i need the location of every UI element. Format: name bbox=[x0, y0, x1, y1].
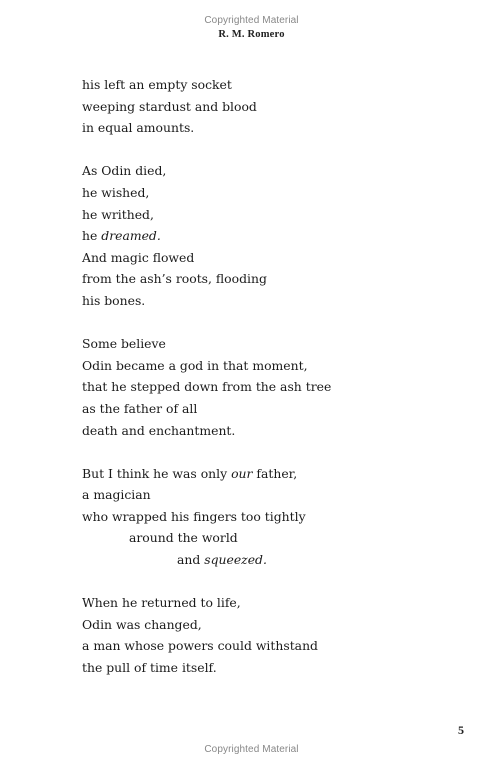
poem-body bbox=[82, 74, 462, 679]
poem-line: who wrapped his fingers too tightly bbox=[82, 508, 306, 524]
watermark-bottom: Copyrighted Material bbox=[204, 744, 299, 755]
poem-line: that he stepped down from the ash tree bbox=[82, 379, 332, 395]
poem-line: Odin was changed, bbox=[82, 616, 202, 632]
page-number: 5 bbox=[458, 723, 464, 737]
stanza-1 bbox=[82, 74, 462, 139]
poem-line: he wished, bbox=[82, 184, 150, 200]
poem-line: Odin became a god in that moment, bbox=[82, 357, 308, 373]
poem-line: in equal amounts. bbox=[82, 120, 195, 136]
poem-line: When he returned to life, bbox=[82, 595, 241, 611]
poem-line: a man whose powers could withstand bbox=[82, 638, 318, 654]
poem-text: But I think he was only bbox=[82, 465, 232, 481]
poem-line: his left an empty socket bbox=[82, 77, 232, 92]
poem-line: a magician bbox=[82, 487, 151, 503]
poem-line: from the ash’s roots, flooding bbox=[82, 271, 267, 287]
poem-line-indented bbox=[82, 549, 462, 571]
stanza-2 bbox=[82, 160, 462, 311]
poem-line bbox=[82, 225, 462, 247]
watermark-top: Copyrighted Material bbox=[204, 15, 299, 26]
poem-line: his bones. bbox=[82, 292, 146, 308]
poem-line: death and enchantment. bbox=[82, 422, 236, 438]
italic-word: squeezed. bbox=[204, 552, 267, 568]
italic-word: our bbox=[231, 465, 253, 481]
stanza-3 bbox=[82, 333, 462, 441]
poem-text: he bbox=[82, 228, 102, 244]
poem-line: as the father of all bbox=[82, 400, 198, 416]
poem-text: and bbox=[177, 552, 205, 568]
poem-line: And magic flowed bbox=[82, 249, 195, 265]
poem-line: As Odin died, bbox=[82, 163, 167, 179]
poem-line: weeping stardust and blood bbox=[82, 98, 257, 114]
stanza-5 bbox=[82, 592, 462, 678]
stanza-break bbox=[82, 139, 462, 161]
stanza-break bbox=[82, 441, 462, 463]
poem-line-indented: around the world bbox=[129, 530, 238, 546]
running-head-author: R. M. Romero bbox=[218, 29, 285, 40]
poem-line: Some believe bbox=[82, 336, 166, 352]
poem-line bbox=[82, 463, 462, 485]
stanza-break bbox=[82, 312, 462, 334]
poem-line: he writhed, bbox=[82, 206, 154, 222]
poem-text: father, bbox=[252, 465, 298, 481]
poem-line: the pull of time itself. bbox=[82, 660, 217, 676]
italic-word: dreamed. bbox=[101, 228, 161, 244]
stanza-4 bbox=[82, 463, 462, 571]
stanza-break bbox=[82, 571, 462, 593]
